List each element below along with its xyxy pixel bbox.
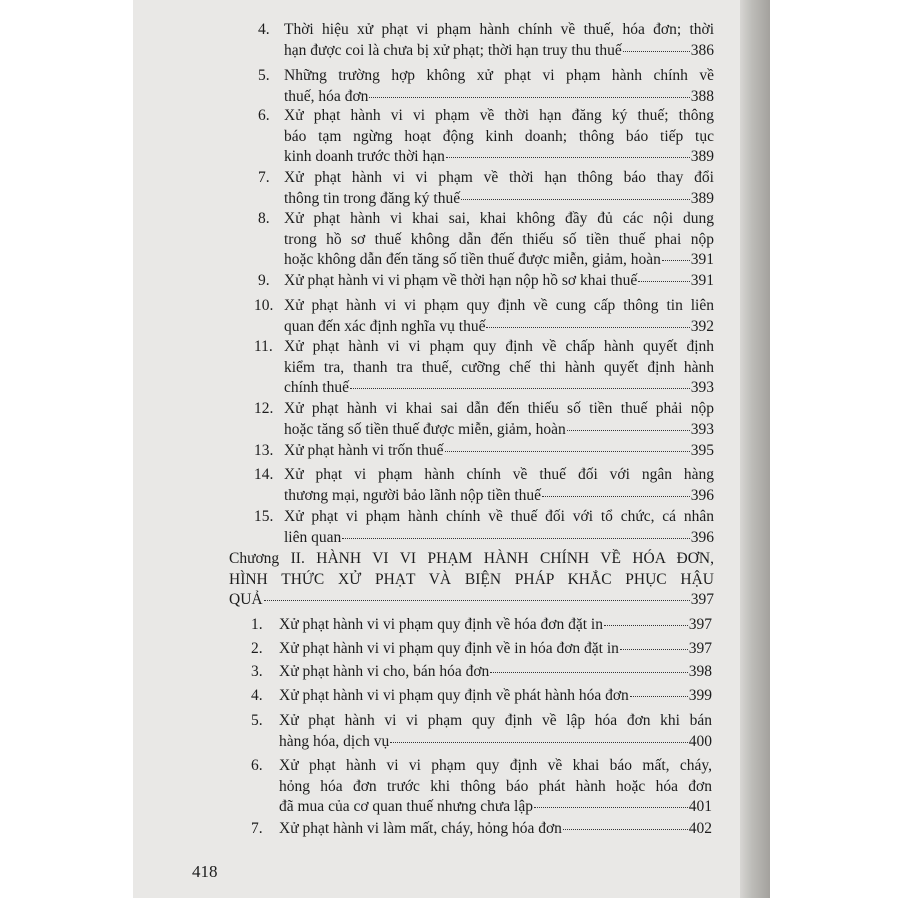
toc-page-number: 393 <box>690 379 714 396</box>
toc-entry-line: Những trường hợp không xử phạt vi phạm hành chính về <box>284 67 714 84</box>
toc-entry-number: 9. <box>258 272 270 289</box>
toc-page-number: 399 <box>688 687 712 704</box>
toc-entry-line: kinh doanh trước thời hạn <box>284 148 445 165</box>
dot-leader <box>461 198 690 200</box>
dot-leader <box>662 259 690 261</box>
toc-entry-line: hoặc tăng số tiền thuế được miễn, giảm, hoàn <box>284 420 566 438</box>
toc-entry-line: hàng hóa, dịch vụ <box>279 732 390 750</box>
toc-entry-line: Xử phạt vi phạm hành chính về thuế đối với tổ chức, cá nhân <box>284 508 714 525</box>
toc-entry-line: chính thuế <box>284 379 349 396</box>
toc-entry[interactable] <box>251 662 712 683</box>
toc-page-number: 400 <box>688 732 712 750</box>
toc-entry-line: Xử phạt hành vi làm mất, cháy, hỏng hóa đơn <box>279 820 562 837</box>
toc-entry-number: 6. <box>258 107 270 124</box>
toc-entry[interactable] <box>258 271 714 292</box>
toc-entry-number: 3. <box>251 663 263 680</box>
toc-entry-line: Xử phạt hành vi trốn thuế <box>284 442 444 459</box>
toc-entry[interactable] <box>258 209 714 271</box>
toc-entry-line: thương mại, người bảo lãnh nộp tiền thuế <box>284 486 542 504</box>
toc-page-number: 397 <box>690 591 714 608</box>
toc-entry[interactable] <box>251 711 712 752</box>
toc-entry[interactable] <box>251 819 712 840</box>
dot-leader <box>542 495 690 497</box>
dot-leader <box>390 741 688 743</box>
toc-entry-number: 2. <box>251 640 263 657</box>
toc-page-number: 396 <box>690 528 714 546</box>
toc-entry-line: Xử phạt hành vi vi phạm về thời hạn nộp hồ sơ khai thuế <box>284 272 638 289</box>
toc-entry[interactable] <box>258 66 714 107</box>
toc-entry[interactable] <box>254 441 714 462</box>
dot-leader <box>490 671 687 673</box>
toc-entry-line: Xử phạt hành vi vi phạm quy định về cung cấp thông tin liên <box>284 297 714 314</box>
toc-page-number: 389 <box>690 148 714 165</box>
toc-entry[interactable] <box>254 507 714 548</box>
toc-entry-line: Xử phạt hành vi vi phạm quy định về phát hành hóa đơn <box>279 687 629 704</box>
dot-leader <box>620 648 688 650</box>
toc-page-number: 401 <box>688 798 712 815</box>
toc-entry-line: thông tin trong đăng ký thuế <box>284 189 461 207</box>
dot-leader <box>342 537 690 539</box>
toc-entry-line: quan đến xác định nghĩa vụ thuế <box>284 317 486 335</box>
dot-leader <box>486 326 689 328</box>
dot-leader <box>350 387 690 389</box>
toc-entry-number: 11. <box>254 338 273 355</box>
toc-entry-number: 8. <box>258 210 270 227</box>
dot-leader <box>563 828 688 830</box>
toc-entry-line: thuế, hóa đơn <box>284 87 369 105</box>
toc-entry-line: Xử phạt hành vi khai sai dẫn đến thiếu số tiền thuế phải nộp <box>284 400 714 417</box>
toc-entry-line: Xử phạt hành vi khai sai, khai không đầy đủ các nội dung <box>284 210 714 227</box>
toc-entry[interactable] <box>258 106 714 168</box>
dot-leader <box>446 156 690 158</box>
toc-entry-line: kiểm tra, thanh tra thuế, cưỡng chế thi hành quyết định hành <box>284 358 714 376</box>
toc-entry-line: Xử phạt hành vi vi phạm quy định về hóa đơn đặt in <box>279 616 603 633</box>
chapter-heading[interactable] <box>229 549 714 611</box>
toc-entry-line: Xử phạt hành vi cho, bán hóa đơn <box>279 663 490 680</box>
toc-page-number: 388 <box>690 87 714 105</box>
toc-entry-number: 4. <box>251 687 263 704</box>
toc-entry[interactable] <box>254 296 714 337</box>
toc-entry-number: 1. <box>251 616 263 633</box>
toc-entry-number: 13. <box>254 442 274 459</box>
toc-page-number: 386 <box>690 41 714 59</box>
toc-entry-number: 6. <box>251 757 263 774</box>
dot-leader <box>567 429 690 431</box>
toc-entry-line: Xử phạt vi phạm hành chính về thuế đối với ngân hàng <box>284 466 714 483</box>
toc-entry-line: Xử phạt hành vi vi phạm về thời hạn thông báo thay đổi <box>284 169 714 186</box>
chapter-heading-line: Chương II. HÀNH VI VI PHẠM HÀNH CHÍNH VỀ HÓA ĐƠN, <box>229 550 714 567</box>
toc-entry-line: trong hồ sơ thuế không dẫn đến thiếu số tiền thuế phai nộp <box>284 230 714 248</box>
dot-leader <box>369 96 689 98</box>
chapter-heading-line: QUẢ <box>229 591 263 608</box>
toc-entry[interactable] <box>251 639 712 660</box>
toc-entry[interactable] <box>254 465 714 506</box>
toc-entry[interactable] <box>258 168 714 209</box>
toc-page-number: 393 <box>690 420 714 438</box>
dot-leader <box>638 280 689 282</box>
toc-entry-line: Xử phạt hành vi vi phạm quy định về lập hóa đơn khi bán <box>279 712 712 729</box>
toc-entry-number: 5. <box>251 712 263 729</box>
dot-leader <box>264 599 690 601</box>
dot-leader <box>623 50 690 52</box>
toc-entry[interactable] <box>251 756 712 818</box>
dot-leader <box>604 624 688 626</box>
chapter-heading-line: HÌNH THỨC XỬ PHẠT VÀ BIỆN PHÁP KHẮC PHỤC HẬU <box>229 570 714 588</box>
toc-page-number: 391 <box>690 251 714 268</box>
toc-entry-line: Thời hiệu xử phạt vi phạm hành chính về thuế, hóa đơn; thời <box>284 21 714 38</box>
dot-leader <box>630 695 688 697</box>
toc-page-number: 396 <box>690 486 714 504</box>
toc-entry[interactable] <box>254 337 714 399</box>
toc-entry-number: 10. <box>254 297 274 314</box>
toc-entry-line: đã mua của cơ quan thuế nhưng chưa lập <box>279 798 533 815</box>
toc-entry-line: báo tạm ngừng hoạt động kinh doanh; thông báo tiếp tục <box>284 127 714 145</box>
toc-entry[interactable] <box>254 399 714 440</box>
toc-entry-number: 7. <box>258 169 270 186</box>
toc-page-number: 395 <box>690 442 714 459</box>
dot-leader <box>534 806 688 808</box>
toc-page-number: 398 <box>688 663 712 680</box>
toc-entry-number: 12. <box>254 400 274 417</box>
toc-page-number: 392 <box>690 317 714 335</box>
toc-page-number: 397 <box>688 640 712 657</box>
toc-entry-line: liên quan <box>284 528 342 546</box>
toc-entry[interactable] <box>258 20 714 61</box>
toc-entry-line: Xử phạt hành vi vi phạm quy định về khai báo mất, cháy, <box>279 757 712 774</box>
toc-page-number: 389 <box>690 189 714 207</box>
toc-entry-number: 7. <box>251 820 263 837</box>
toc-entry-number: 14. <box>254 466 274 483</box>
toc-entry-line: hạn được coi là chưa bị xử phạt; thời hạn truy thu thuế <box>284 41 622 59</box>
toc-entry-number: 5. <box>258 67 270 84</box>
toc-page-number: 391 <box>690 272 714 289</box>
toc-entry-line: Xử phạt hành vi vi phạm về thời hạn đăng ký thuế; thông <box>284 107 714 124</box>
toc-page-number: 397 <box>688 616 712 633</box>
toc-entry[interactable] <box>251 615 712 636</box>
toc-entry[interactable] <box>251 686 712 707</box>
toc-entry-line: Xử phạt hành vi vi phạm quy định về in hóa đơn đặt in <box>279 640 619 657</box>
toc-page-number: 402 <box>688 820 712 837</box>
toc-entry-line: Xử phạt hành vi vi phạm quy định về chấp hành quyết định <box>284 338 714 355</box>
toc-entry-number: 15. <box>254 508 274 525</box>
toc-entry-line: hỏng hóa đơn trước khi thông báo phát hành hoặc hóa đơn <box>279 777 712 795</box>
dot-leader <box>445 450 690 452</box>
page-number: 418 <box>192 862 218 881</box>
toc-entry-line: hoặc không dẫn đến tăng số tiền thuế được miễn, giảm, hoàn <box>284 251 661 268</box>
toc-entry-number: 4. <box>258 21 270 38</box>
